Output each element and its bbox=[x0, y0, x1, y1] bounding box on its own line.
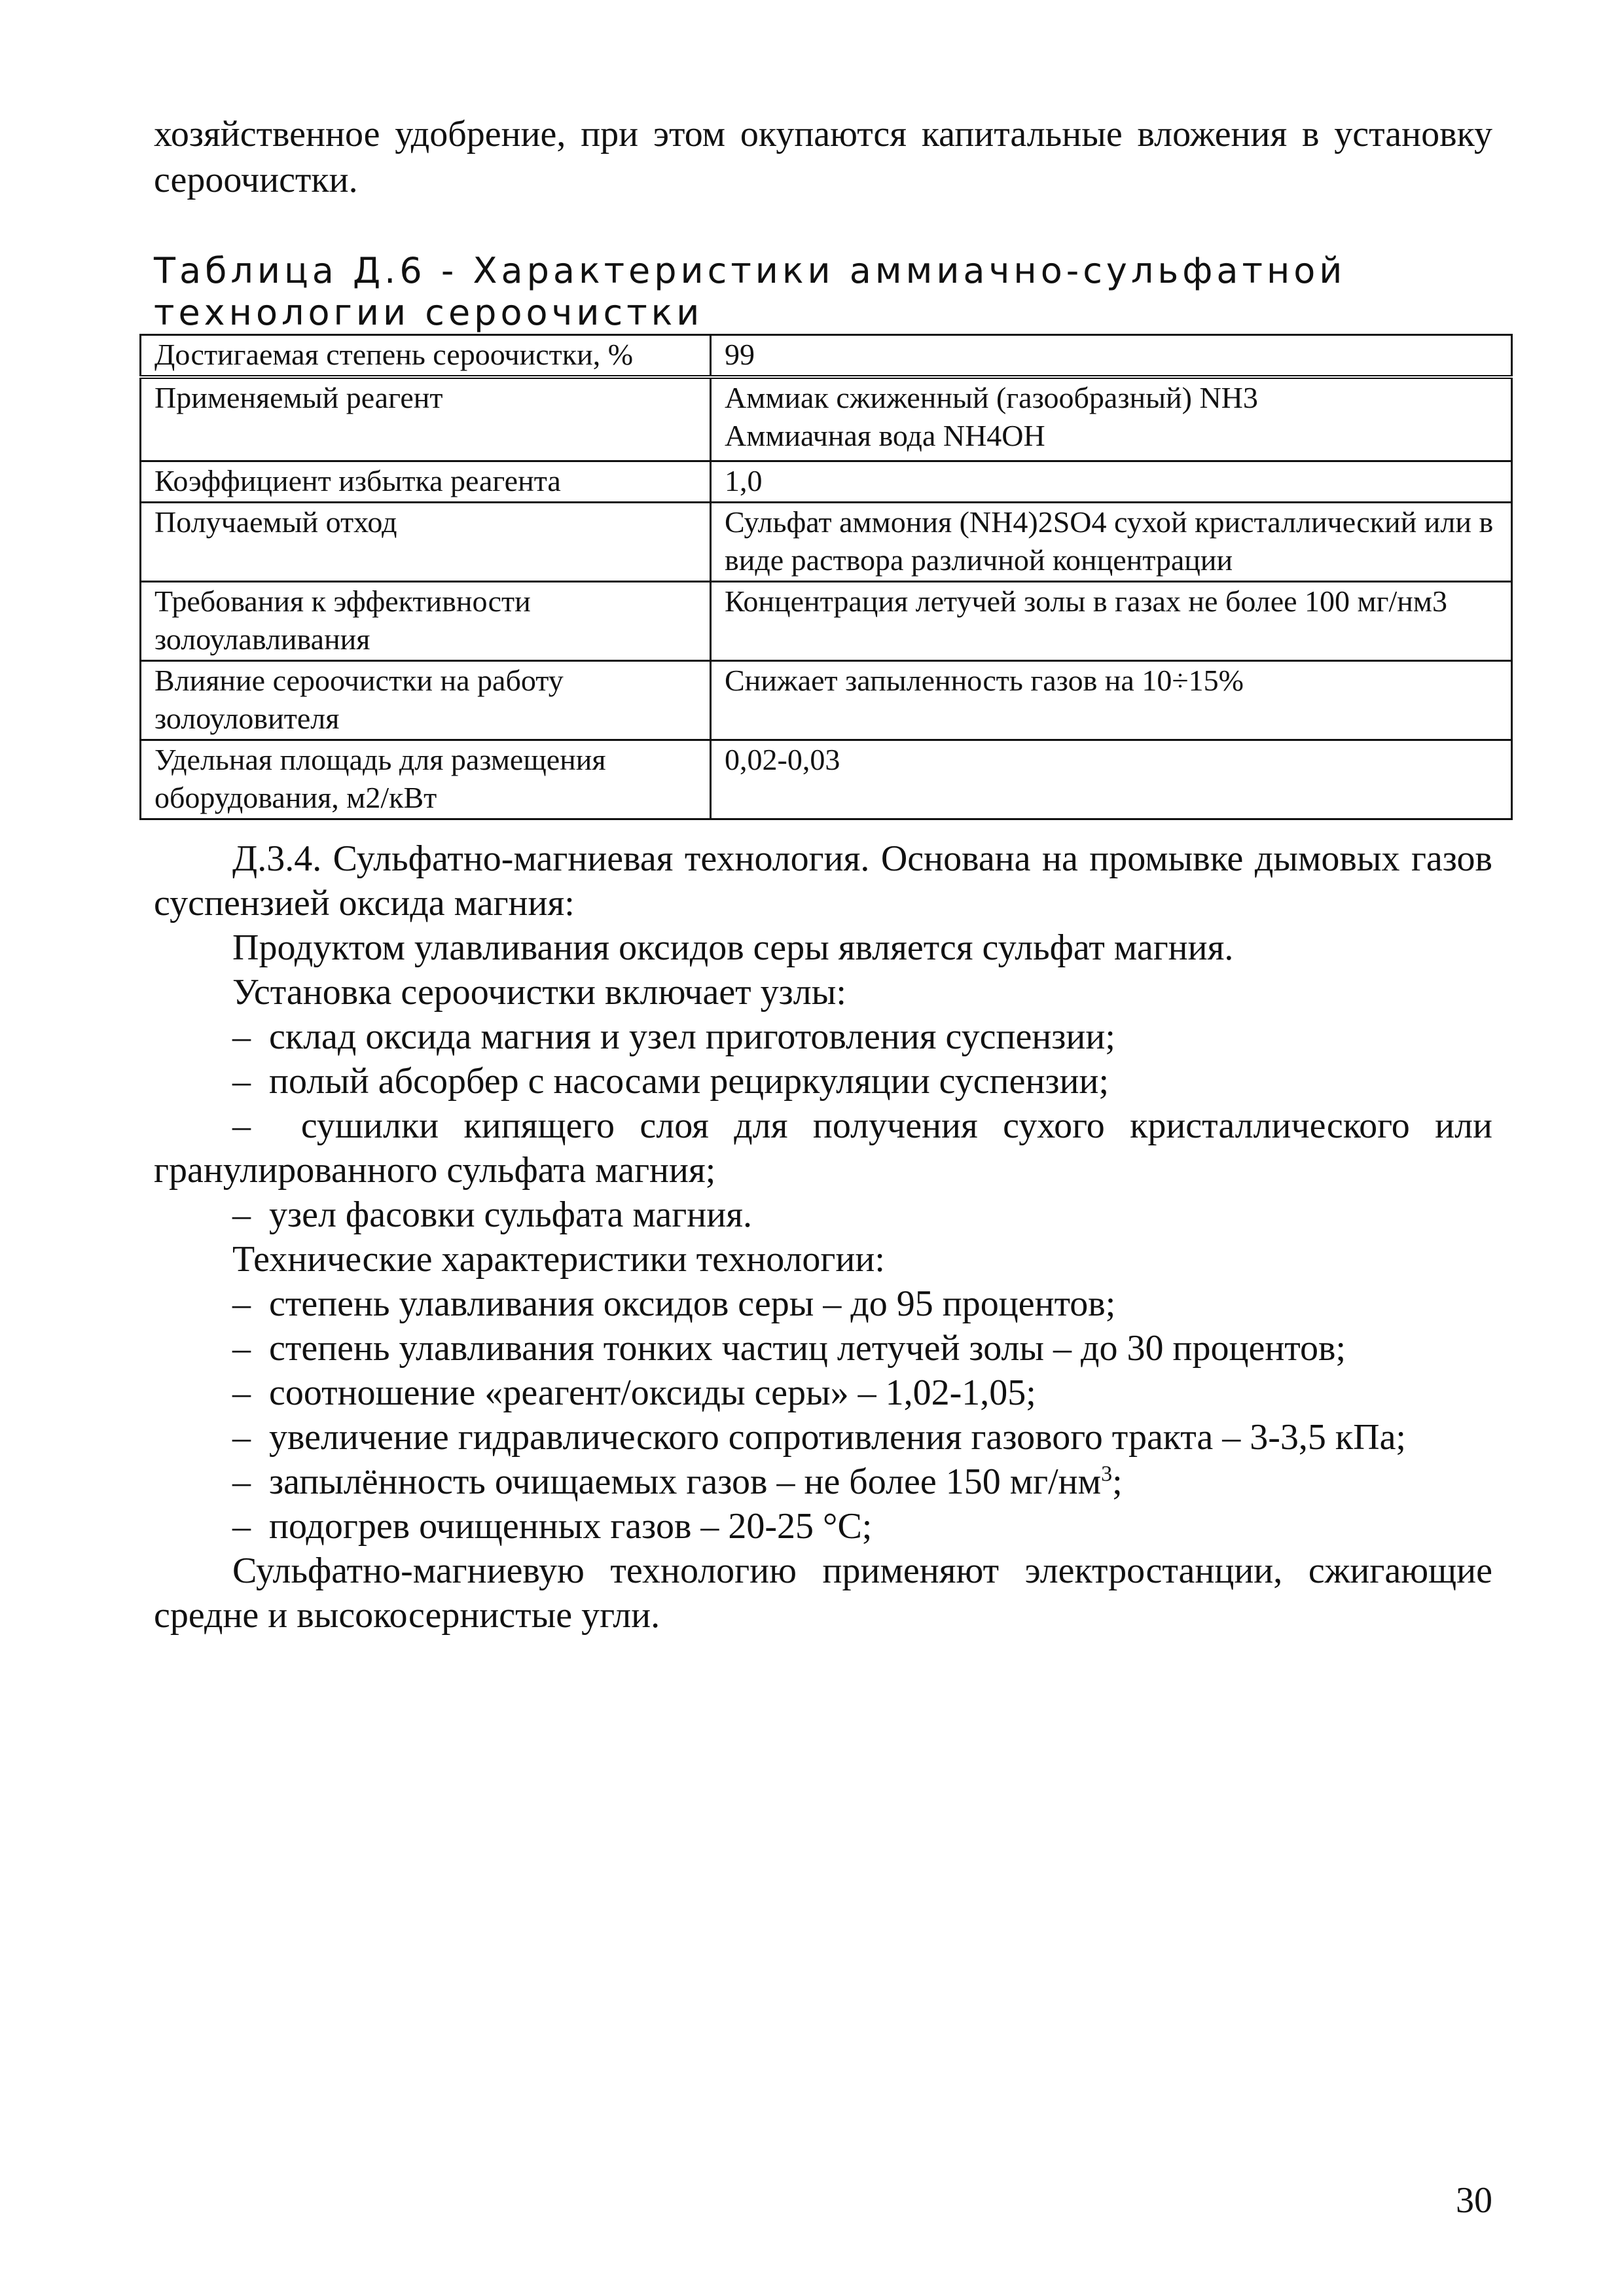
specs-intro: Технические характеристики технологии: bbox=[232, 1239, 885, 1280]
units-intro: Установка сероочистки включает узлы: bbox=[232, 972, 846, 1013]
table-row bbox=[141, 740, 1512, 819]
dash-bullet: – bbox=[232, 1372, 251, 1413]
table-cell-key: Влияние сероочистки на работу золоуловителя bbox=[141, 660, 711, 740]
table-cell-value: Концентрация летучей золы в газах не более 100 мг/нм3 bbox=[711, 581, 1512, 660]
table-cell-key: Коэффициент избытка реагента bbox=[141, 461, 711, 502]
list-item: – узел фасовки сульфата магния. bbox=[232, 1194, 752, 1235]
table-cell-value: 99 bbox=[711, 335, 1512, 378]
list-item: – полый абсорбер с насосами рециркуляции суспензии; bbox=[232, 1061, 1110, 1102]
table-row bbox=[141, 660, 1512, 740]
table-cell-line: Аммиачная вода NH4OH bbox=[725, 419, 1045, 452]
table-caption: Таблица Д.6 - Характеристики аммиачно-сульфатной технологии сероочистки bbox=[154, 250, 1346, 333]
table-cell-line: Аммиак сжиженный (газообразный) NH3 bbox=[725, 381, 1258, 414]
dash-bullet: – bbox=[232, 1506, 251, 1547]
section-body bbox=[154, 836, 1492, 1638]
table-cell-key: Требования к эффективности золоулавливания bbox=[141, 581, 711, 660]
table-row bbox=[141, 377, 1512, 461]
table-cell-value: Снижает запыленность газов на 10÷15% bbox=[711, 660, 1512, 740]
list-item: – сушилки кипящего слоя для получения сухого кристаллического или гранулированного сульфата магния; bbox=[154, 1105, 1493, 1191]
table-cell-value bbox=[711, 377, 1512, 461]
table-row bbox=[141, 502, 1512, 581]
dash-bullet: – bbox=[232, 1105, 251, 1146]
table-row bbox=[141, 581, 1512, 660]
closing-paragraph: Сульфатно-магниевую технологию применяют электростанции, сжигающие средне и высокосернистые угли. bbox=[154, 1551, 1492, 1636]
dash-bullet: – bbox=[232, 1061, 251, 1102]
product-paragraph: Продуктом улавливания оксидов серы является сульфат магния. bbox=[232, 927, 1234, 968]
table-cell-key: Получаемый отход bbox=[141, 502, 711, 581]
dash-bullet: – bbox=[232, 1283, 251, 1324]
table-cell-key: Удельная площадь для размещения оборудования, м2/кВт bbox=[141, 740, 711, 819]
table-cell-key: Применяемый реагент bbox=[141, 377, 711, 461]
list-item: – склад оксида магния и узел приготовления суспензии; bbox=[232, 1016, 1115, 1057]
list-item: – запылённость очищаемых газов – не более 150 $мг/нм^3$; bbox=[232, 1462, 1123, 1502]
list-item: – степень улавливания оксидов серы – до 95 процентов; bbox=[232, 1283, 1116, 1324]
dash-bullet: – bbox=[232, 1462, 251, 1502]
table-row bbox=[141, 461, 1512, 502]
list-item: – степень улавливания тонких частиц летучей золы – до 30 процентов; bbox=[232, 1328, 1346, 1369]
list-item: – увеличение гидравлического сопротивления газового тракта – 3-3,5 кПа; bbox=[232, 1417, 1406, 1458]
table-cell-value: 0,02-0,03 bbox=[711, 740, 1512, 819]
spec-table bbox=[139, 334, 1513, 820]
table-cell-value: Сульфат аммония (NH4)2SO4 сухой кристаллический или в виде раствора различной концентрации bbox=[711, 502, 1512, 581]
list-item: – соотношение «реагент/оксиды серы» – 1,02-1,05; bbox=[232, 1372, 1036, 1413]
intro-paragraph: хозяйственное удобрение, при этом окупаются капитальные вложения в установку сероочистки. bbox=[154, 114, 1492, 200]
list-item: – подогрев очищенных газов – 20-25 °С; bbox=[232, 1506, 873, 1547]
dash-bullet: – bbox=[232, 1328, 251, 1369]
table-cell-key: Достигаемая степень сероочистки, % bbox=[141, 335, 711, 378]
table-row bbox=[141, 335, 1512, 378]
superscript: 3 bbox=[1101, 1462, 1113, 1486]
section-heading-paragraph: Д.3.4. Сульфатно-магниевая технология. Основана на промывке дымовых газов суспензией оксида магния: bbox=[154, 838, 1492, 924]
table-cell-value: 1,0 bbox=[711, 461, 1512, 502]
dash-bullet: – bbox=[232, 1417, 251, 1458]
dash-bullet: – bbox=[232, 1194, 251, 1235]
page-number: 30 bbox=[1456, 2180, 1492, 2221]
dash-bullet: – bbox=[232, 1016, 251, 1057]
